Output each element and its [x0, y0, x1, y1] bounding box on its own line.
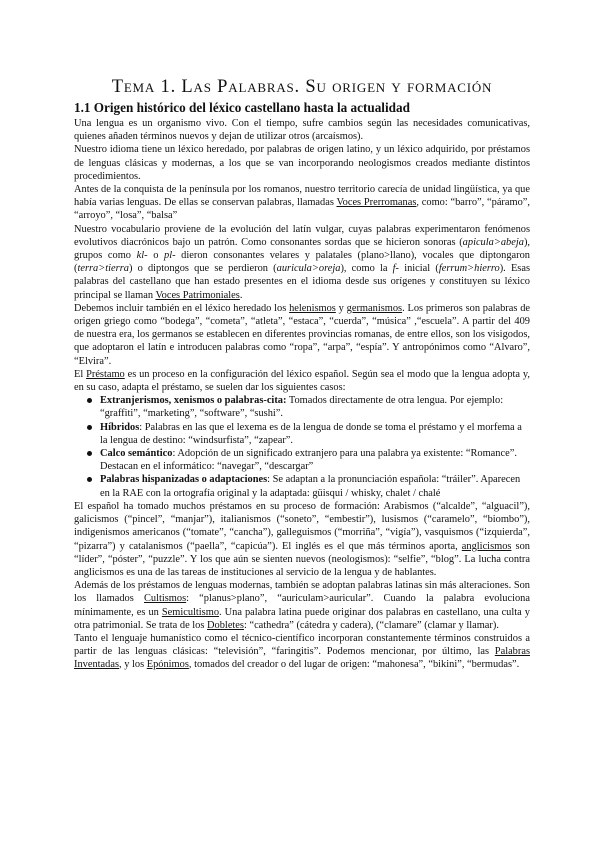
term-anglicismos: anglicismos — [461, 540, 512, 552]
term-semicultismo: Semicultismo — [161, 606, 220, 618]
page-title: Tema 1. Las Palabras. Su origen y formación — [111, 77, 493, 97]
document-page — [74, 76, 530, 672]
term-voces-prerromanas: Voces Prerromanas — [336, 197, 417, 209]
term-dobletes: Dobletes — [207, 619, 244, 631]
term-eponimos: Epónimos — [146, 659, 189, 671]
term-palabras-inventadas: Palabras Inventadas — [74, 646, 530, 671]
term-prestamo: Préstamo — [86, 368, 125, 380]
paragraph-helenismos: Debemos incluir también en el léxico heredado los helenismos y germanismos. Los primeros son palabras de origen griego como “bodega”, “cometa”, “atleta”, “estaca”, “cuerda”, “música” ,“escuela”. A partir del 409 de nuestra era, los germanos se establecen en diferentes provincias romanas, de entre ellos, son los visigodos, que adoptaron el latín e introducen palabras como “ropa”, “arpa”, “espía”. Y antropónimos como “Alvaro”, “Elvira”. — [74, 302, 531, 367]
list-item: Calco semántico: Adopción de un significado extranjero para una palabra ya existente: “Romance”. Destacan en el informático: “navegar”, “descargar” — [100, 447, 530, 473]
paragraph-cultismos: Además de los préstamos de lenguas modernas, también se adoptan palabras latinas sin más alteraciones. Son los llamados Cultismos: “planus>plano”, “auriculam>auricular”. Cuando la palabra evoluciona mínimamente, es un Semicultismo. Una palabra latina puede originar dos palabras en castellano, una culta y otra patrimonial. Se trata de los Dobletes: “cathedra” (cátedra y cadera), (“clamare” (clamar y llamar). — [74, 580, 530, 631]
term-helenismos: helenismos — [289, 302, 336, 314]
term-cultismos: Cultismos — [143, 593, 187, 605]
list-item: Palabras hispanizadas o adaptaciones: Se adaptan a la pronunciación española: “tráiler”. Aparecen en la RAE con la ortografía original y la adaptada: güisqui / whisky, chalet / chalé — [100, 473, 530, 499]
list-item: Extranjerismos, xenismos o palabras-cita: Tomados directamente de otra lengua. Por ejemplo: “graffiti”, “marketing”, “software”, “sushi”. — [100, 394, 530, 420]
paragraph-prestamo: El Préstamo es un proceso en la configuración del léxico español. Según sea el modo que la lengua adopta y, en su caso, adapta el préstamo, se suelen dar los siguientes casos: — [74, 368, 530, 394]
term-voces-patrimoniales: Voces Patrimoniales — [155, 289, 240, 301]
term-germanismos: germanismos — [346, 302, 403, 314]
paragraph-prestamos-historia: El español ha tomado muchos préstamos en su proceso de formación: Arabismos (“alcalde”, “alguacil”), galicismos (“pincel”, “manjar”), italianismos (“soneto”, “embestir”), lusismos (“caramelo”, “biombo”), indigenismos americanos (“tomate”, “cancha”), galleguismos (“morriña”, “vigía”), vasquismos (“izquierda”, “pizarra”) y catalanismos (“paella”, “capicúa”). El inglés es el que más términos aporta, anglicismos son “líder”, “póster”, “puzzle”. Y los que aún se sienten nuevos (neologismos): “selfie”, “blog”. La lucha contra anglicismos es una de las tareas de instituciones al servicio de la lengua y de hablantes. — [74, 500, 530, 578]
prestamo-types-list — [74, 394, 530, 500]
section-heading: 1.1 Origen histórico del léxico castellano hasta la actualidad — [74, 100, 410, 115]
paragraph-lexico: Nuestro idioma tiene un léxico heredado, por palabras de origen latino, y un léxico adquirido, por préstamos de lenguas clásicas y modernas, a los que se van incorporando neologismos creados mediante distintos procedimientos. — [74, 144, 530, 182]
paragraph-patrimoniales: Nuestro vocabulario proviene de la evolución del latín vulgar, cuyas palabras experimentaron fenómenos evolutivos diacrónicos bajo un patrón. Como consonantes sordas que se hicieron sonoras (apicula>abeja), grupos como kl- o pl- dieron consonantes velares y palatales (plano>llano), vocales que diptongaron (terra>tierra) o diptongos que se perdieron (auricula>oreja), como la f- inicial (ferrum>hierro). Esas palabras del castellano que han estado presentes en el idioma desde sus orígenes y constituyen su léxico principal se llaman Voces Patrimoniales. — [74, 223, 531, 301]
paragraph-prerromanas: Antes de la conquista de la península por los romanos, nuestro territorio carecía de unidad lingüística, ya que había varias lenguas. De ellas se conservan palabras, llamadas Voces Prerromanas, como: “barro”, “páramo”, “arroyo”, “losa”, “balsa” — [74, 184, 530, 222]
list-item: Híbridos: Palabras en las que el lexema es de la lengua de donde se toma el préstamo y el morfema a la lengua de destino: “windsurfista”, “zapear”. — [100, 421, 530, 447]
paragraph-eponimos: Tanto el lenguaje humanístico como el técnico-científico incorporan constantemente términos construidos a partir de las lenguas clásicas: “televisión”, “faringitis”. Podemos mencionar, por último, las Palabras Inventadas, y los Epónimos, tomados del creador o del lugar de origen: “mahonesa”, “bikini”, “bermudas”. — [74, 632, 530, 671]
paragraph-lengua-viva: Una lengua es un organismo vivo. Con el tiempo, sufre cambios según las necesidades comunicativas, quienes añaden términos nuevos y dejan de utilizar otros (arcaísmos). — [74, 118, 530, 143]
